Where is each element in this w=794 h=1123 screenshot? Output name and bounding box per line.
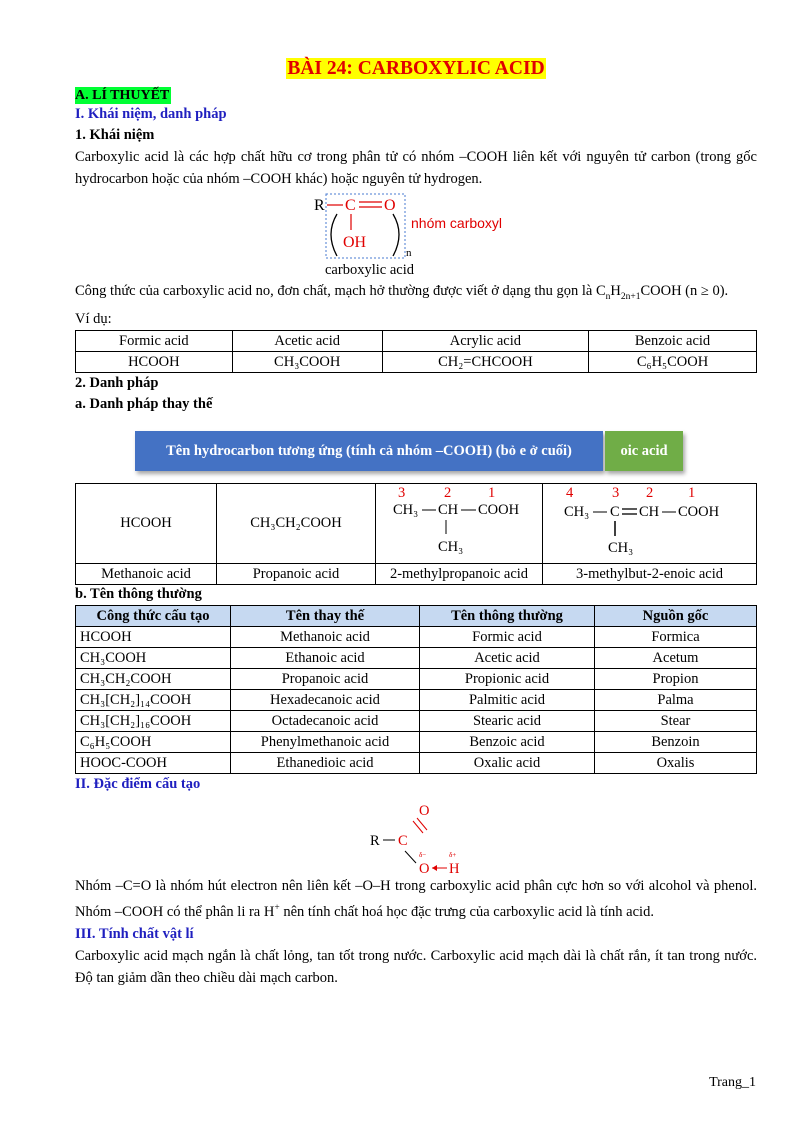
diagram-oh: OH — [343, 234, 367, 251]
table-cell: CH₃[CH₂]₁₆COOH — [76, 710, 231, 731]
structure-text-a: Nhóm –C=O là nhóm hút electron nên liên kết –O–H trong carboxylic acid phân cực hơn so với alcohol và phenol. Nhóm –COOH có thể phân li ra H — [75, 877, 757, 920]
table-cell: Benzoin — [595, 731, 757, 752]
table-row — [76, 330, 757, 351]
table-cell: HCOOH — [76, 626, 231, 647]
table-cell: Propanoic acid — [231, 668, 420, 689]
delta-plus: δ+ — [449, 850, 457, 859]
structure-cell-2-methylpropanoic — [376, 483, 543, 563]
table-row — [76, 647, 757, 668]
table-cell: CH₃COOH — [76, 647, 231, 668]
group-label: nhóm carboxyl — [411, 215, 503, 231]
heading-concept: 1. Khái niệm — [75, 127, 155, 143]
diagram-c: C — [345, 197, 356, 214]
table-row — [76, 752, 757, 773]
table-cell: Formic acid — [420, 626, 595, 647]
table-cell: HCOOH — [76, 351, 233, 372]
structure-sup: + — [274, 902, 280, 913]
structure-text-b: nên tính chất hoá học đặc trưng của carboxylic acid là tính acid. — [279, 903, 654, 920]
diagram-c: C — [398, 832, 408, 849]
heading-common-names: b. Tên thông thường — [75, 585, 202, 602]
table-cell: Acrylic acid — [382, 330, 588, 351]
table-row — [76, 563, 757, 584]
carboxyl-structure-svg — [75, 190, 757, 280]
table-row — [76, 351, 757, 372]
table-cell: Acetum — [595, 647, 757, 668]
table-cell: Propionic acid — [420, 668, 595, 689]
banner-hydrocarbon-name: Tên hydrocarbon tương ứng (tính cả nhóm –COOH) (bỏ e ở cuối) — [135, 431, 603, 471]
naming-rule-banner — [75, 431, 757, 481]
spacer — [409, 820, 425, 837]
table-cell: Oxalis — [595, 752, 757, 773]
table-cell: Methanoic acid — [76, 563, 217, 584]
delta-minus: δ− — [419, 850, 427, 859]
table-cell: CH₃[CH₂]₁₄COOH — [76, 689, 231, 710]
group-ch: CH — [438, 501, 459, 518]
bond-c-o — [405, 851, 416, 863]
table-cell: Methanoic acid — [231, 626, 420, 647]
carbon-number: 2 — [444, 484, 452, 501]
carbon-number: 2 — [645, 484, 653, 501]
table-cell: Benzoic acid — [420, 731, 595, 752]
paren-left — [331, 214, 337, 256]
table-cell: Stear — [595, 710, 757, 731]
group-cooh: COOH — [478, 501, 520, 518]
examples-table — [75, 330, 757, 373]
section-a-label: A. LÍ THUYẾT — [75, 88, 170, 103]
carboxyl-structure-diagram — [75, 190, 757, 280]
diagram-o-top: O — [419, 802, 430, 819]
table-cell: C₆H₅COOH — [76, 731, 231, 752]
table-cell: Acetic acid — [232, 330, 382, 351]
table-cell: CH₂=CHCOOH — [382, 351, 588, 372]
physical-paragraph: Carboxylic acid mạch ngắn là chất lỏng, tan tốt trong nước. Carboxylic acid mạch dài là chất rắn, ít tan trong nước. Độ tan giảm dần theo chiều dài mạch carbon. — [75, 947, 757, 986]
formula-h: H — [610, 283, 621, 299]
table-row — [76, 626, 757, 647]
diagram-r: R — [370, 832, 380, 849]
column-header: Công thức cấu tạo — [76, 605, 231, 626]
table-cell: Hexadecanoic acid — [231, 689, 420, 710]
structure-svg-3-methylbut — [560, 484, 740, 557]
heading-structure: II. Đặc điểm cấu tạo — [75, 775, 201, 792]
formula-paragraph — [75, 280, 757, 308]
common-names-body — [76, 626, 757, 773]
column-header: Nguồn gốc — [595, 605, 757, 626]
formula-text-b: COOH (n ≥ 0). — [640, 283, 729, 299]
table-cell: Ethanoic acid — [231, 647, 420, 668]
table-cell: Stearic acid — [420, 710, 595, 731]
group-branch: CH₃ — [438, 538, 464, 555]
diagram-caption: carboxylic acid — [325, 262, 414, 278]
table-cell: CH₃COOH — [232, 351, 382, 372]
table-cell: Acetic acid — [420, 647, 595, 668]
table-cell: Palma — [595, 689, 757, 710]
formula-sub-n: n — [605, 291, 611, 302]
page-number: Trang_1 — [709, 1075, 756, 1090]
carbon-number: 1 — [488, 484, 496, 501]
heading-substitutive: a. Danh pháp thay thế — [75, 395, 213, 412]
formula-sub-2n1: 2n+1 — [620, 291, 641, 302]
group-ch3: CH₃ — [393, 501, 419, 518]
table-cell: 2-methylpropanoic acid — [376, 563, 543, 584]
table-cell: HOOC-COOH — [76, 752, 231, 773]
common-names-table — [75, 605, 757, 774]
diagram-o: O — [419, 860, 430, 875]
structure-cell-3-methylbut — [543, 483, 757, 563]
concept-paragraph: Carboxylic acid là các hợp chất hữu cơ trong phân tử có nhóm –COOH liên kết với nguyên tử carbon (trong gốc hydrocarbon hoặc của nhóm –COOH khác) hoặc nguyên tử hydrogen. — [75, 149, 757, 187]
table-row — [76, 710, 757, 731]
heading-physical: III. Tính chất vật lí — [75, 925, 194, 942]
group-ch: CH — [638, 503, 659, 520]
table-cell: Ethanedioic acid — [231, 752, 420, 773]
structure-svg-2-methylpropanoic — [376, 484, 542, 557]
table-cell: Phenylmethanoic acid — [231, 731, 420, 752]
polarity-structure-svg — [75, 795, 757, 875]
table-cell: Octadecanoic acid — [231, 710, 420, 731]
formula-text-a: Công thức của carboxylic acid no, đơn chất, mạch hở thường được viết ở dạng thu gọn là C — [75, 283, 606, 299]
heading-concept-naming: I. Khái niệm, danh pháp — [75, 106, 227, 122]
table-cell: CH₃CH₂COOH — [76, 668, 231, 689]
table-cell: Oxalic acid — [420, 752, 595, 773]
table-row — [76, 668, 757, 689]
table-cell: C₆H₅COOH — [589, 351, 757, 372]
heading-naming: 2. Danh pháp — [75, 374, 159, 391]
group-ch3: CH₃ — [563, 503, 589, 520]
section-a-wrap — [75, 87, 757, 104]
table-cell: CH₃CH₂COOH — [217, 483, 376, 563]
carbon-number: 1 — [687, 484, 695, 501]
table-cell: Formica — [595, 626, 757, 647]
table-row — [76, 689, 757, 710]
table-cell: HCOOH — [76, 483, 217, 563]
diagram-h: H — [449, 860, 460, 875]
page-content — [75, 58, 757, 989]
table-cell: Benzoic acid — [589, 330, 757, 351]
page-title — [75, 58, 757, 80]
table-cell: Propion — [595, 668, 757, 689]
group-cooh: COOH — [677, 503, 719, 520]
title-text: BÀI 24: CARBOXYLIC ACID — [287, 58, 545, 79]
carbon-number: 3 — [611, 484, 619, 501]
carbon-number: 4 — [565, 484, 573, 501]
diagram-n: n — [406, 247, 412, 259]
table-row — [76, 731, 757, 752]
diagram-o: O — [384, 197, 396, 214]
column-header: Tên thay thế — [231, 605, 420, 626]
polarity-structure-diagram — [75, 795, 757, 875]
diagram-r: R — [314, 197, 325, 214]
table-cell: Formic acid — [76, 330, 233, 351]
paren-right — [393, 214, 399, 256]
carbon-number: 3 — [398, 484, 406, 501]
example-label: Ví dụ: — [75, 310, 112, 327]
banner-suffix: oic acid — [605, 431, 683, 471]
arrow-head — [432, 865, 437, 871]
table-cell: 3-methylbut-2-enoic acid — [543, 563, 757, 584]
table-header-row — [76, 605, 757, 626]
column-header: Tên thông thường — [420, 605, 595, 626]
table-row — [76, 483, 757, 563]
group-c: C — [609, 503, 620, 520]
table-cell: Palmitic acid — [420, 689, 595, 710]
substitutive-table — [75, 483, 757, 585]
structure-paragraph — [75, 875, 757, 923]
table-cell: Propanoic acid — [217, 563, 376, 584]
group-branch: CH₃ — [607, 539, 633, 556]
